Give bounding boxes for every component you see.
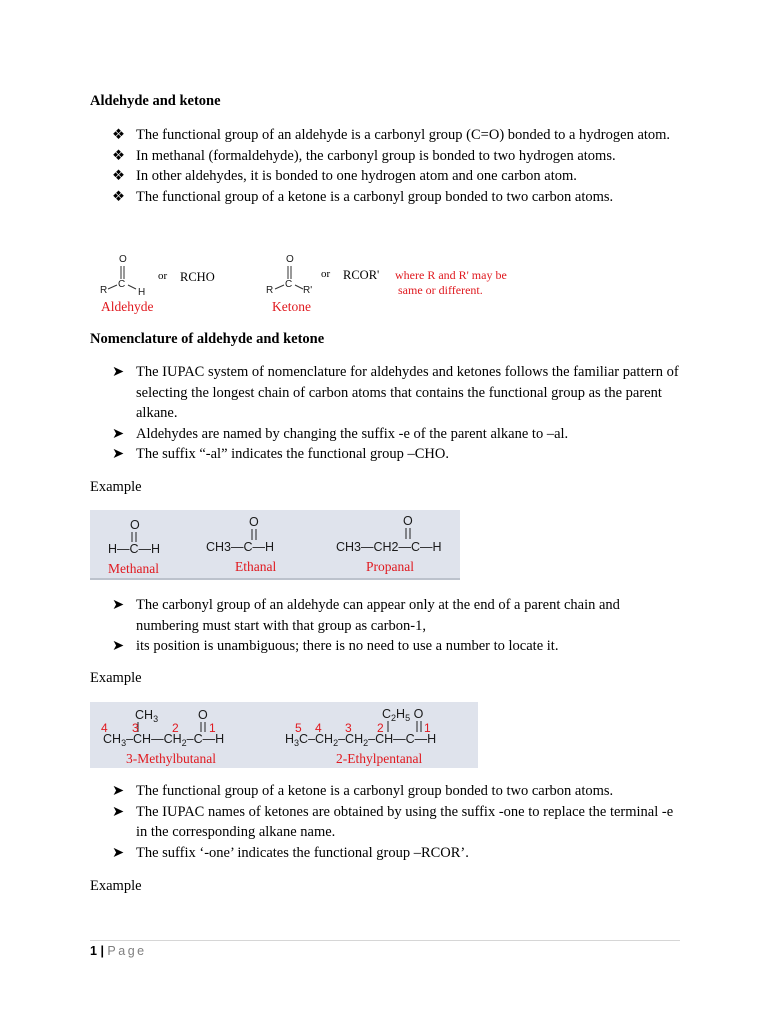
diamond-bullet-icon: ❖ (112, 127, 125, 143)
bullet-list (112, 362, 682, 465)
svg-text:4: 4 (315, 721, 322, 735)
ethylpentanal-label: 2-Ethylpentanal (336, 751, 423, 766)
list-item: ❖ The functional group of a ketone is a carbonyl group bonded to two carbon atoms. (112, 187, 682, 208)
arrow-bullet-icon: ➤ (112, 783, 125, 799)
ethanal-label: Ethanal (235, 559, 277, 574)
footer-separator: | (100, 944, 104, 958)
svg-text:1: 1 (424, 721, 431, 735)
list-item: ➤ The IUPAC system of nomenclature for aldehydes and ketones follows the familiar pattern of selecting the longest chain of carbon atoms that contains the functional group as the parent alkane. (112, 364, 679, 421)
arrow-bullet-icon: ➤ (112, 638, 125, 654)
svg-text:O: O (130, 518, 140, 532)
bullet-list (112, 781, 682, 863)
rcor-formula: RCOR' (343, 268, 380, 282)
note-line-1: where R and R' may be (395, 268, 507, 282)
numbered-aldehyde-panel (90, 702, 478, 768)
svg-text:C: C (118, 279, 126, 290)
list-item: ➤ Aldehydes are named by changing the suffix -e of the parent alkane to –al. (112, 424, 682, 445)
oxygen-label: O (119, 254, 127, 265)
methanal-structure: H—C—H (108, 542, 161, 556)
svg-text:3: 3 (345, 721, 352, 735)
svg-text:5: 5 (295, 721, 302, 735)
list-item: ➤ The functional group of a ketone is a carbonyl group bonded to two carbon atoms. (112, 781, 682, 802)
svg-text:C2H5 O: $C_2H_5$ O (382, 707, 424, 723)
section-heading: Nomenclature of aldehyde and ketone (90, 331, 325, 347)
aldehyde-examples-panel (90, 510, 460, 580)
svg-text:3: 3 (132, 721, 139, 735)
list-item: ❖ In methanal (formaldehyde), the carbonyl group is bonded to two hydrogen atoms. (112, 146, 682, 167)
note-line-2: same or different. (398, 283, 483, 297)
diamond-bullet-icon: ❖ (112, 147, 125, 164)
svg-text:C: C (285, 279, 293, 290)
svg-text:R: R (100, 285, 108, 296)
arrow-bullet-icon: ➤ (112, 844, 125, 861)
aldehyde-label: Aldehyde (101, 299, 154, 314)
svg-text:H: H (138, 287, 146, 298)
svg-text:2: 2 (377, 721, 384, 735)
svg-text:CH3: $CH_3$ (135, 708, 159, 724)
arrow-bullet-icon: ➤ (112, 425, 125, 442)
rcho-formula: RCHO (180, 270, 215, 284)
svg-text:1: 1 (209, 721, 216, 735)
example-label: Example (90, 479, 142, 495)
carbonyl-structures-figure (90, 245, 530, 320)
arrow-bullet-icon: ➤ (112, 597, 125, 613)
bullet-list (112, 595, 682, 657)
list-item: ➤ The carbonyl group of an aldehyde can appear only at the end of a parent chain and numbering must start with that group as carbon-1, (112, 597, 620, 634)
arrow-bullet-icon: ➤ (112, 364, 125, 380)
diamond-bullet-icon: ❖ (112, 168, 125, 184)
list-item: ➤ The suffix “-al” indicates the functional group –CHO. (112, 444, 682, 465)
arrow-bullet-icon: ➤ (112, 446, 125, 462)
svg-text:H3C–CH2–CH2–CH—C—H: $H_3C-CH_2-CH_2-CH—C—H$ (285, 732, 437, 748)
svg-text:CH3–CH—CH2–C—H: $CH_3-CH—CH_2-C—H$ (103, 732, 225, 748)
page-footer (90, 944, 147, 958)
list-item: ❖ In other aldehydes, it is bonded to one hydrogen atom and one carbon atom. (112, 166, 682, 187)
list-item: ➤ its position is unambiguous; there is no need to use a number to locate it. (112, 636, 682, 657)
list-item: ➤ The suffix ‘-one’ indicates the functional group –RCOR’. (112, 843, 682, 864)
list-item: ➤ The IUPAC names of ketones are obtained by using the suffix -one to replace the terminal -e in the corresponding alkane name. (112, 803, 674, 840)
page-number: 1 (90, 944, 97, 958)
page-word: Page (107, 944, 147, 958)
propanal-label: Propanal (366, 559, 414, 574)
diamond-bullet-icon: ❖ (112, 188, 125, 205)
svg-text:or: or (158, 270, 168, 282)
methanal-label: Methanal (108, 561, 159, 576)
svg-text:R': R' (303, 285, 313, 296)
propanal-structure: CH3—CH2—C—H (336, 540, 442, 554)
ethanal-structure: CH3—C—H (206, 540, 275, 554)
svg-text:2: 2 (172, 721, 179, 735)
footer-divider (90, 940, 680, 941)
methylbutanal-label: 3-Methylbutanal (126, 751, 216, 766)
svg-text:O: O (198, 708, 208, 722)
svg-text:4: 4 (101, 721, 108, 735)
svg-text:O: O (249, 515, 259, 529)
svg-text:or: or (321, 268, 331, 280)
svg-text:O: O (286, 254, 294, 265)
bullet-list (112, 125, 682, 207)
svg-text:R: R (266, 285, 274, 296)
example-label: Example (90, 670, 142, 686)
svg-text:O: O (403, 514, 413, 528)
ketone-label: Ketone (272, 299, 311, 314)
arrow-bullet-icon: ➤ (112, 803, 125, 820)
example-label: Example (90, 878, 142, 894)
list-item: ❖ The functional group of an aldehyde is a carbonyl group (C=O) bonded to a hydrogen atom. (112, 125, 682, 146)
section-heading: Aldehyde and ketone (90, 93, 221, 109)
